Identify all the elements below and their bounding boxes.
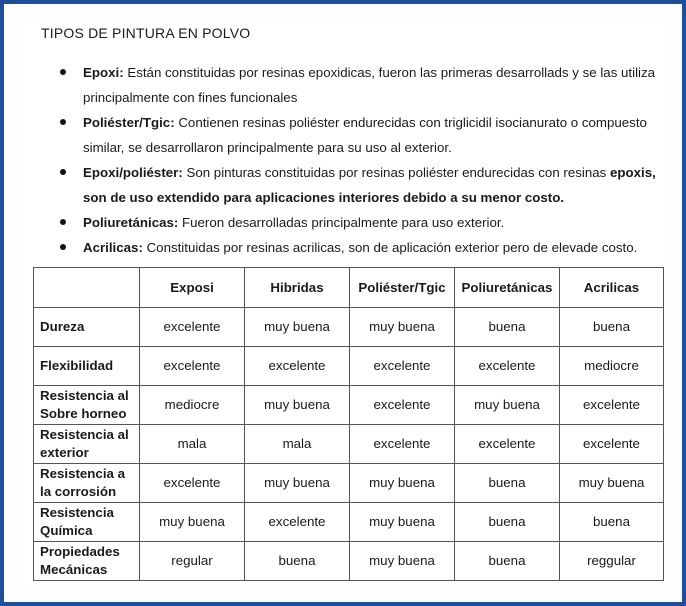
column-header: Hibridas (245, 268, 350, 308)
table-cell: excelente (350, 347, 455, 386)
table-row (34, 542, 664, 581)
table-cell: mala (245, 425, 350, 464)
page-title: TIPOS DE PINTURA EN POLVO (41, 25, 251, 41)
table-cell: excelente (140, 347, 245, 386)
table-cell: muy buena (350, 542, 455, 581)
table-cell: excelente (560, 425, 664, 464)
table-cell: muy buena (245, 464, 350, 503)
row-label-line: Resistencia a (40, 466, 126, 481)
list-item-acrilicas (83, 235, 668, 260)
row-label-line: Sobre horneo (40, 406, 127, 421)
table-cell: regular (140, 542, 245, 581)
table-cell: buena (245, 542, 350, 581)
row-label-line: la corrosión (40, 484, 117, 499)
table-row (34, 464, 664, 503)
table-header-row (34, 268, 664, 308)
table-cell: buena (560, 308, 664, 347)
table-cell: muy buena (140, 503, 245, 542)
list-item-poliester-tgic (83, 110, 668, 160)
table-cell: excelente (350, 425, 455, 464)
table-cell: buena (455, 542, 560, 581)
table-row (34, 503, 664, 542)
row-label-line: Dureza (40, 319, 85, 334)
bullet-term: Epoxi: (83, 65, 124, 80)
table-cell: buena (455, 308, 560, 347)
table-cell: mediocre (560, 347, 664, 386)
column-header (34, 268, 140, 308)
table-cell: muy buena (245, 386, 350, 425)
table-cell: excelente (455, 425, 560, 464)
table-cell: muy buena (350, 503, 455, 542)
table-cell: mediocre (140, 386, 245, 425)
table-cell: mala (140, 425, 245, 464)
bullet-text: Están constituidas por resinas epoxidicas, fueron las primeras desarrollads y se las utiliza principalmente con fines funcionales (83, 65, 656, 105)
table-cell: buena (560, 503, 664, 542)
bullet-text: Son pinturas constituidas por resinas poliéster endurecidas con resinas (182, 165, 610, 180)
column-header: Exposi (140, 268, 245, 308)
table-cell: excelente (560, 386, 664, 425)
row-label-line: Flexibilidad (40, 358, 114, 373)
table-cell: muy buena (245, 308, 350, 347)
table-cell: muy buena (350, 308, 455, 347)
bullet-term: Acrilicas: (83, 240, 143, 255)
bullet-text: Constituidas por resinas acrilicas, son de aplicación exterior pero de elevade costo. (142, 240, 638, 255)
row-label-line: Propiedades (40, 544, 120, 559)
bullet-term: Poliéster/Tgic: (83, 115, 175, 130)
list-item-epoxi-poliester (83, 160, 668, 210)
row-label-line: Mecánicas (40, 562, 108, 577)
bullet-text: Fueron desarrolladas principalmente para uso exterior. (178, 215, 505, 230)
row-label (34, 308, 140, 347)
bullet-term: Epoxi/poliéster: (83, 165, 183, 180)
row-label (34, 347, 140, 386)
row-label-line: Resistencia al (40, 388, 129, 403)
bullet-bold-tail: epoxis, son de uso extendido para aplicaciones interiores debido a su menor costo. (83, 165, 656, 205)
table-cell: excelente (140, 464, 245, 503)
row-label (34, 542, 140, 581)
table-cell: buena (455, 503, 560, 542)
table-cell: buena (455, 464, 560, 503)
table-row (34, 425, 664, 464)
row-label (34, 503, 140, 542)
table-row (34, 386, 664, 425)
row-label (34, 425, 140, 464)
list-item-epoxi (83, 60, 668, 110)
table-cell: reggular (560, 542, 664, 581)
table-cell: excelente (245, 503, 350, 542)
table-cell: excelente (140, 308, 245, 347)
row-label-line: exterior (40, 445, 89, 460)
table-cell: excelente (455, 347, 560, 386)
table-cell: excelente (350, 386, 455, 425)
column-header: Poliéster/Tgic (350, 268, 455, 308)
row-label (34, 386, 140, 425)
row-label-line: Química (40, 523, 93, 538)
properties-table (33, 267, 664, 581)
paint-types-list (83, 60, 668, 260)
row-label (34, 464, 140, 503)
column-header: Poliuretánicas (455, 268, 560, 308)
table-cell: muy buena (350, 464, 455, 503)
table-row (34, 347, 664, 386)
row-label-line: Resistencia al (40, 427, 129, 442)
table-cell: muy buena (455, 386, 560, 425)
column-header: Acrilicas (560, 268, 664, 308)
row-label-line: Resistencia (40, 505, 114, 520)
list-item-poliuretanicas (83, 210, 668, 235)
bullet-term: Poliuretánicas: (83, 215, 179, 230)
table-cell: muy buena (560, 464, 664, 503)
table-row (34, 308, 664, 347)
bullet-text: Contienen resinas poliéster endurecidas con triglicidil isocianurato o compuesto similar, se desarrollaron principalmente para su uso al exterior. (83, 115, 647, 155)
table-cell: excelente (245, 347, 350, 386)
